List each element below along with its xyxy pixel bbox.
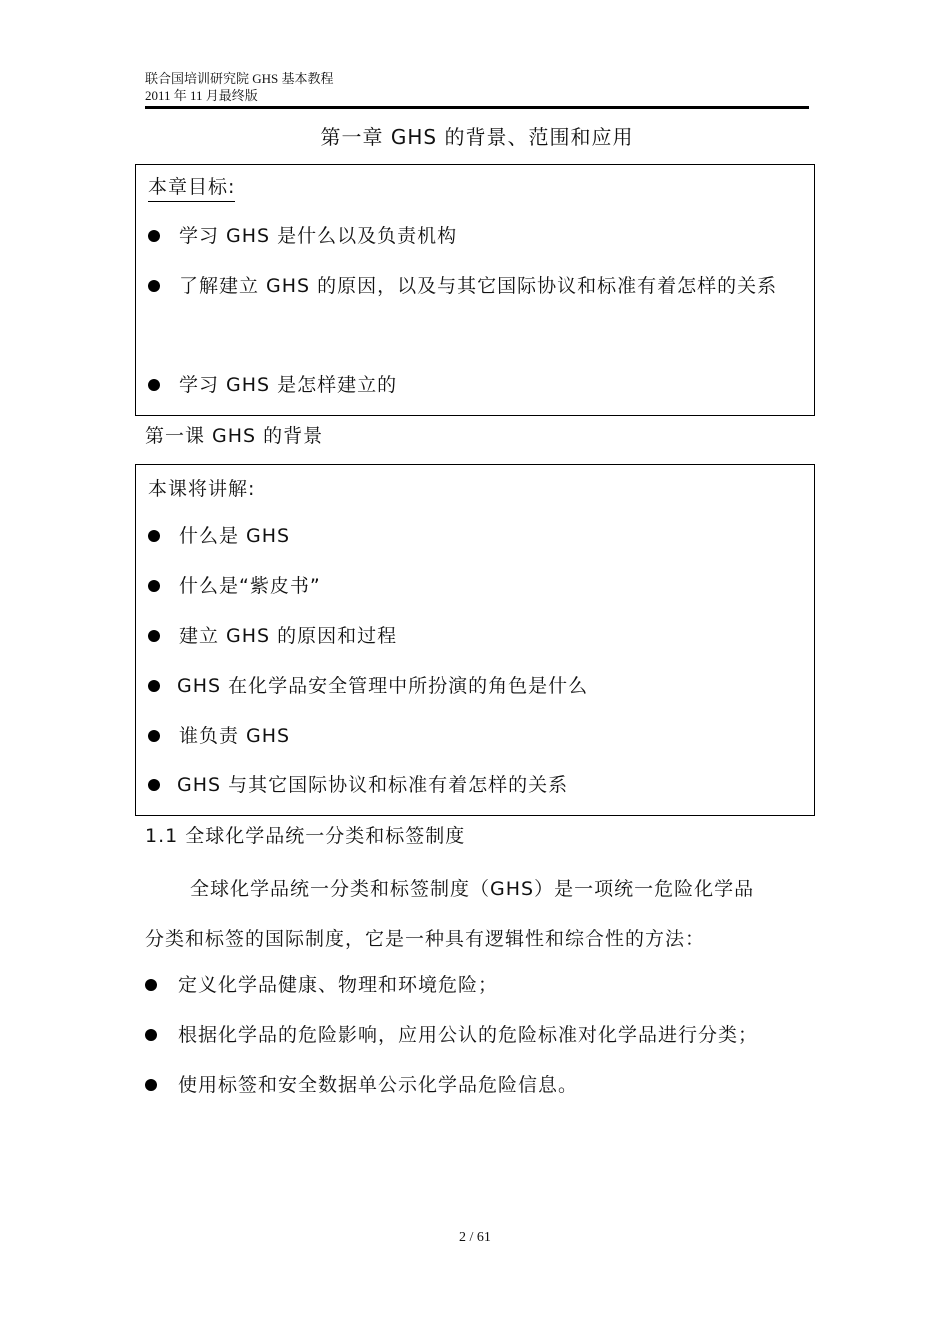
bullet-icon xyxy=(148,280,160,292)
bullet-icon xyxy=(145,1029,157,1041)
bullet-icon xyxy=(148,779,160,791)
objective-text: 学习 GHS 是什么以及负责机构 xyxy=(179,225,458,247)
bullet-icon xyxy=(148,580,160,592)
bullet-icon xyxy=(148,530,160,542)
bullet-icon xyxy=(148,730,160,742)
topic-text: 什么是“紫皮书” xyxy=(179,575,321,597)
bullet-icon xyxy=(148,379,160,391)
topic-text: GHS 与其它国际协议和标准有着怎样的关系 xyxy=(177,774,569,796)
chapter-title: 第一章 GHS 的背景、范围和应用 xyxy=(320,125,634,149)
section-title: 1.1 全球化学品统一分类和标签制度 xyxy=(145,825,466,847)
bullet-icon xyxy=(145,1079,157,1091)
bullet-icon xyxy=(145,979,157,991)
objective-text: 学习 GHS 是怎样建立的 xyxy=(179,374,398,396)
lesson-title: 第一课 GHS 的背景 xyxy=(145,425,324,447)
page-number: 2 / 61 xyxy=(459,1230,491,1245)
chapter-objectives-box xyxy=(135,164,815,416)
objective-item xyxy=(148,274,806,354)
bullet-icon xyxy=(148,230,160,242)
objective-text: 了解建立 GHS 的原因，以及与其它国际协议和标准有着怎样的关系 xyxy=(179,275,778,297)
section-bullet-text: 使用标签和安全数据单公示化学品危险信息。 xyxy=(178,1074,579,1096)
header-edition: 2011 年 11 月最终版 xyxy=(145,88,258,103)
paragraph-line: 分类和标签的国际制度，它是一种具有逻辑性和综合性的方法： xyxy=(145,928,706,950)
paragraph-line: 全球化学品统一分类和标签制度（GHS）是一项统一危险化学品 xyxy=(190,878,755,900)
lesson-topics-heading: 本课将讲解: xyxy=(148,478,256,500)
running-header xyxy=(145,70,809,104)
topic-text: 建立 GHS 的原因和过程 xyxy=(179,625,398,647)
lesson-topics-box xyxy=(135,464,815,816)
header-title: 联合国培训研究院 GHS 基本教程 xyxy=(145,71,334,86)
topic-text: 什么是 GHS xyxy=(179,525,291,547)
bullet-icon xyxy=(148,630,160,642)
header-rule xyxy=(145,106,809,109)
section-bullet-text: 根据化学品的危险影响，应用公认的危险标准对化学品进行分类； xyxy=(178,1024,759,1046)
topic-text: 谁负责 GHS xyxy=(179,725,291,747)
bullet-icon xyxy=(148,680,160,692)
section-bullet-text: 定义化学品健康、物理和环境危险； xyxy=(178,974,499,996)
topic-text: GHS 在化学品安全管理中所扮演的角色是什么 xyxy=(177,675,589,697)
objectives-heading: 本章目标: xyxy=(148,175,235,202)
